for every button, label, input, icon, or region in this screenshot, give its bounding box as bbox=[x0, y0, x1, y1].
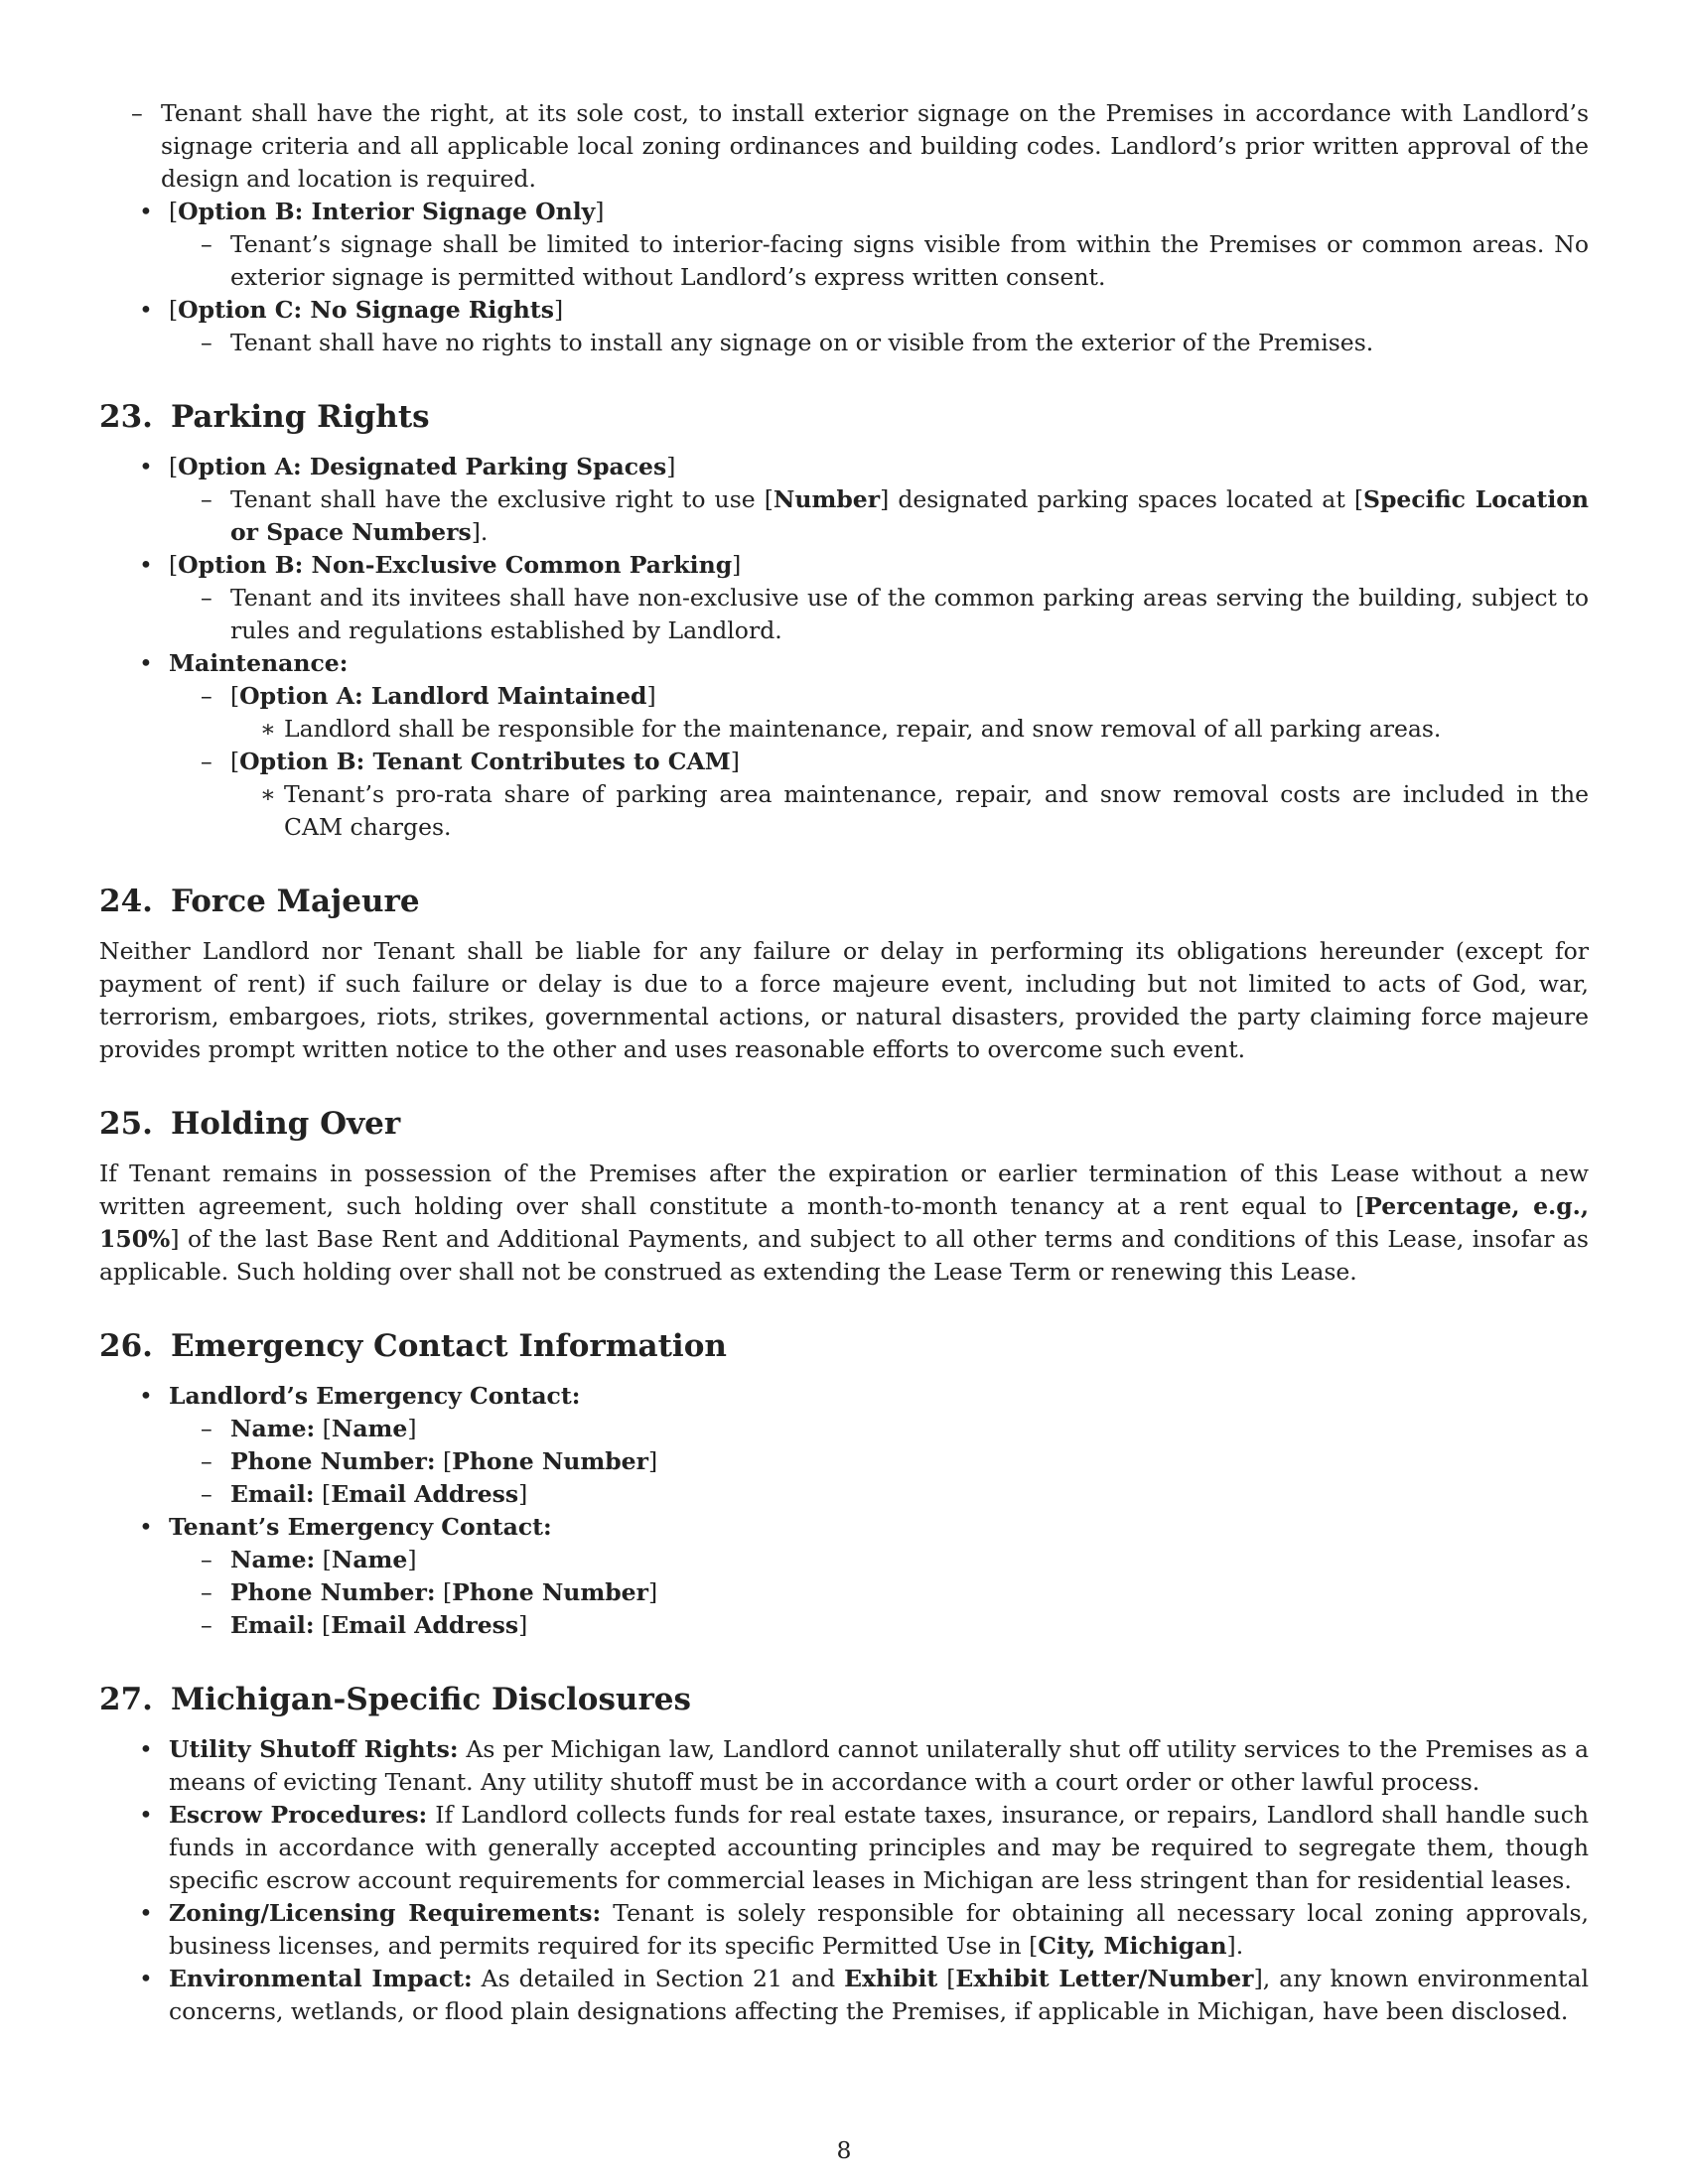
parking-option-b: • [Option B: Non-Exclusive Common Parking] – Tenant and its invitees shall have non-exclusive use of the common parking areas serving the building, subject to rules and regulations established by Landlord. bbox=[99, 549, 1589, 647]
landlord-contact-name: – Name: [Name] bbox=[169, 1413, 1589, 1445]
signage-options-list bbox=[99, 196, 1589, 359]
section-26-heading: 26. Emergency Contact Information bbox=[99, 1328, 727, 1364]
section-27-list bbox=[99, 1733, 1589, 2028]
maintenance-option-a: – [Option A: Landlord Maintained] ∗ Landlord shall be responsible for the maintenance, repair, and snow removal of all parking areas. bbox=[169, 680, 1589, 746]
parking-option-a-text: – Tenant shall have the exclusive right to use [Number] designated parking spaces located at [Specific Location or Space Numbers]. bbox=[169, 483, 1589, 549]
signage-option-c-text: – Tenant shall have no rights to install any signage on or visible from the exterior of the Premises. bbox=[169, 327, 1589, 359]
parking-maintenance: • Maintenance: – [Option A: Landlord Maintained] ∗ Landlord shall be responsible for the maintenance, repair, and snow removal of all parking areas. – [Option B: Tenant Contributes to CAM] ∗ Tenant’s pro-rata share of parking area maintenance, repair, and snow removal costs are included in the CAM charges. bbox=[99, 647, 1589, 844]
environmental-item: • Environmental Impact: As detailed in Section 21 and Exhibit [Exhibit Letter/Number], any known environmental concerns, wetlands, or flood plain designations affecting the Premises, if applicable in Michigan, have been disclosed. bbox=[99, 1963, 1589, 2028]
zoning-item: • Zoning/Licensing Requirements: Tenant is solely responsible for obtaining all necessary local zoning approvals, business licenses, and permits required for its specific Permitted Use in [City, Michigan]. bbox=[99, 1897, 1589, 1963]
utility-shutoff-item: • Utility Shutoff Rights: As per Michigan law, Landlord cannot unilaterally shut off utility services to the Premises as a means of evicting Tenant. Any utility shutoff must be in accordance with a court order or other lawful process. bbox=[99, 1733, 1589, 1799]
signage-option-a-text: – Tenant shall have the right, at its sole cost, to install exterior signage on the Premises in accordance with Landlord’s signage criteria and all applicable local zoning ordinances and building codes. Landlord’s prior written approval of the design and location is required. bbox=[99, 97, 1589, 196]
landlord-contact-email: – Email: [Email Address] bbox=[169, 1478, 1589, 1511]
tenant-contact-name: – Name: [Name] bbox=[169, 1544, 1589, 1576]
section-24-paragraph: Neither Landlord nor Tenant shall be liable for any failure or delay in performing its obligations hereunder (except for payment of rent) if such failure or delay is due to a force majeure event, including but not limited to acts of God, war, terrorism, embargoes, riots, strikes, governmental actions, or natural disasters, provided the party claiming force majeure provides prompt written notice to the other and uses reasonable efforts to overcome such event. bbox=[99, 937, 1589, 1063]
section-23-heading: 23. Parking Rights bbox=[99, 399, 430, 435]
signage-options-continued bbox=[99, 97, 1589, 196]
signage-option-c-label: Option C: No Signage Rights bbox=[178, 296, 554, 324]
tenant-contact-phone: – Phone Number: [Phone Number] bbox=[169, 1576, 1589, 1609]
maintenance-option-a-text: ∗ Landlord shall be responsible for the maintenance, repair, and snow removal of all parking areas. bbox=[230, 713, 1589, 746]
escrow-item: • Escrow Procedures: If Landlord collects funds for real estate taxes, insurance, or repairs, Landlord shall handle such funds in accordance with generally accepted accounting principles and may be required to segregate them, though specific escrow account requirements for commercial leases in Michigan are less stringent than for residential leases. bbox=[99, 1799, 1589, 1897]
landlord-emergency-contact: • Landlord’s Emergency Contact: – Name: [Name] – Phone Number: [Phone Number] – Email: [Email Address] bbox=[99, 1380, 1589, 1511]
page-number: 8 bbox=[836, 2136, 852, 2164]
section-24-heading: 24. Force Majeure bbox=[99, 884, 420, 919]
signage-option-c: • [Option C: No Signage Rights] – Tenant shall have no rights to install any signage on or visible from the exterior of the Premises. bbox=[99, 294, 1589, 359]
signage-option-b: • [Option B: Interior Signage Only] – Tenant’s signage shall be limited to interior-facing signs visible from within the Premises or common areas. No exterior signage is permitted without Landlord’s express written consent. bbox=[99, 196, 1589, 294]
section-27-heading: 27. Michigan-Specific Disclosures bbox=[99, 1682, 691, 1717]
parking-option-b-text: – Tenant and its invitees shall have non-exclusive use of the common parking areas serving the building, subject to rules and regulations established by Landlord. bbox=[169, 582, 1589, 647]
maintenance-option-b-text: ∗ Tenant’s pro-rata share of parking area maintenance, repair, and snow removal costs are included in the CAM charges. bbox=[230, 778, 1589, 844]
tenant-emergency-contact: • Tenant’s Emergency Contact: – Name: [Name] – Phone Number: [Phone Number] – Email: [Email Address] bbox=[99, 1511, 1589, 1642]
section-26-list bbox=[99, 1380, 1589, 1642]
landlord-contact-phone: – Phone Number: [Phone Number] bbox=[169, 1445, 1589, 1478]
tenant-contact-email: – Email: [Email Address] bbox=[169, 1609, 1589, 1642]
signage-option-b-label: Option B: Interior Signage Only bbox=[178, 198, 596, 225]
section-25-heading: 25. Holding Over bbox=[99, 1106, 401, 1142]
section-23-list bbox=[99, 451, 1589, 844]
signage-option-b-text: – Tenant’s signage shall be limited to interior-facing signs visible from within the Premises or common areas. No exterior signage is permitted without Landlord’s express written consent. bbox=[169, 228, 1589, 294]
section-25-paragraph: If Tenant remains in possession of the Premises after the expiration or earlier termination of this Lease without a new written agreement, such holding over shall constitute a month-to-month tenancy at a rent equal to [Percentage, e.g., 150%] of the last Base Rent and Additional Payments, and subject to all other terms and conditions of this Lease, insofar as applicable. Such holding over shall not be construed as extending the Lease Term or renewing this Lease. bbox=[99, 1160, 1590, 1286]
parking-option-a: • [Option A: Designated Parking Spaces] – Tenant shall have the exclusive right to use [Number] designated parking spaces located at [Specific Location or Space Numbers]. bbox=[99, 451, 1589, 549]
maintenance-option-b: – [Option B: Tenant Contributes to CAM] ∗ Tenant’s pro-rata share of parking area maintenance, repair, and snow removal costs are included in the CAM charges. bbox=[169, 746, 1589, 844]
document-page bbox=[99, 97, 1589, 2028]
